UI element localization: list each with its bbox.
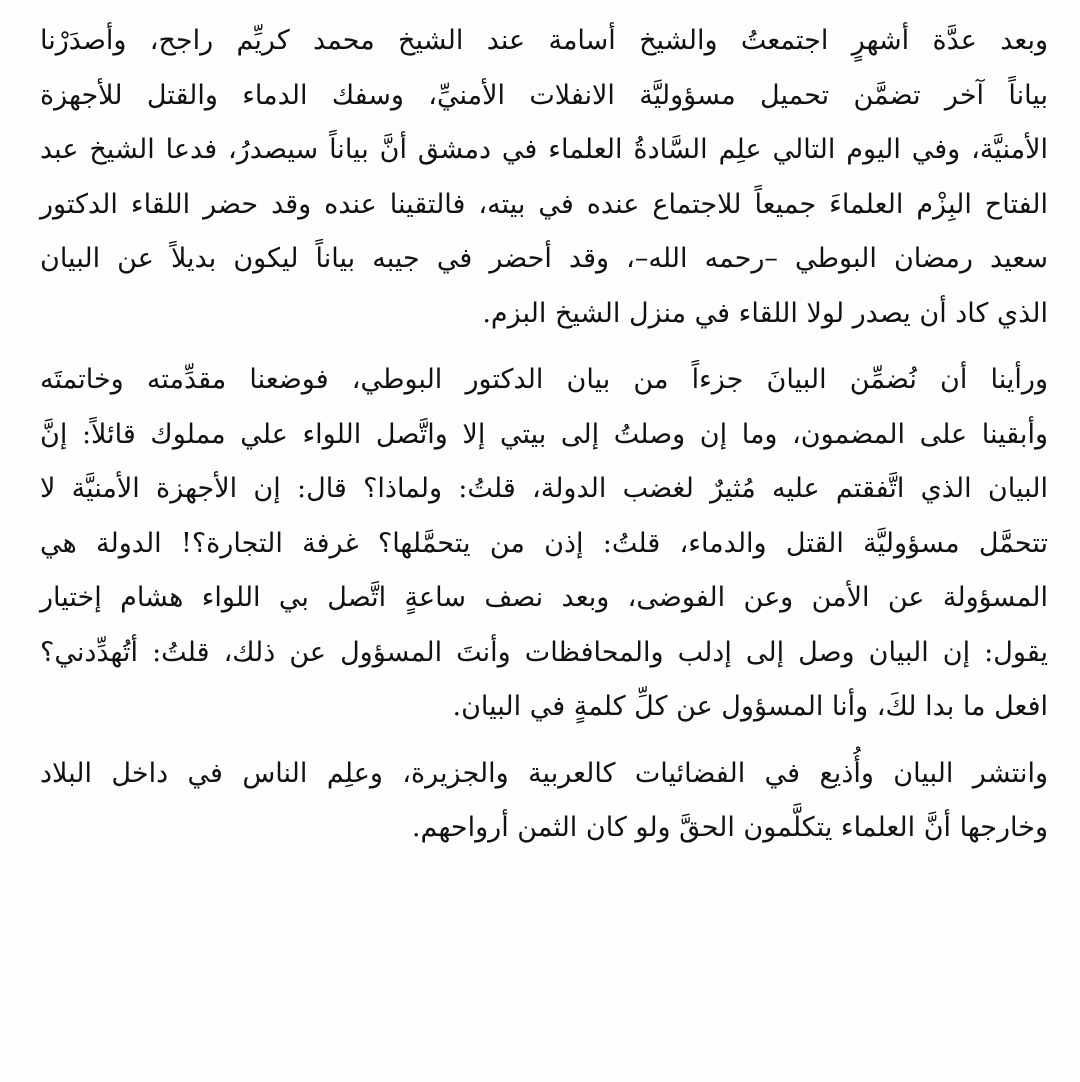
paragraph-gap (40, 735, 1048, 747)
paragraph-2 (40, 353, 1048, 735)
text-line: وأبقينا على المضمون، وما إن وصلتُ إلى بيتي إلا واتَّصل اللواء علي مملوك قائلاً: إنَّ (40, 418, 1048, 450)
text-line: الأمنيَّة، وفي اليوم التالي علِم السَّادةُ العلماء في دمشق أنَّ بياناً سيصدرُ، فدعا الشيخ عبد (40, 134, 1048, 165)
text-line: وانتشر البيان وأُذيع في الفضائيات كالعربية والجزيرة، وعلِم الناس في داخل البلاد (40, 757, 1048, 789)
text-line: وبعد عدَّة أشهرٍ اجتمعتُ والشيخ أسامة عند الشيخ محمد كريِّم راجح، وأصدَرْنا (40, 25, 1048, 56)
text-line: يقول: إن البيان وصل إلى إدلب والمحافظات وأنتَ المسؤول عن ذلك، قلتُ: أتُهدِّدني؟ (40, 636, 1048, 668)
text-line: المسؤولة عن الأمن وعن الفوضى، وبعد نصف ساعةٍ اتَّصل بي اللواء هشام إختيار (40, 582, 1048, 613)
text-line: بياناً آخر تضمَّن تحميل مسؤوليَّة الانفلات الأمنيِّ، وسفك الدماء والقتل للأجهزة (40, 79, 1048, 111)
paragraph-3 (40, 747, 1048, 856)
text-line: سعيد رمضان البوطي –رحمه الله–، وقد أحضر في جيبه بياناً ليكون بديلاً عن البيان (40, 243, 1048, 274)
text-line: البيان الذي اتَّفقتم عليه مُثيرٌ لغضب الدولة، قلتُ: ولماذا؟ قال: إن الأجهزة الأمنيَّة لا (40, 473, 1048, 504)
paragraph-1 (40, 14, 1048, 341)
text-line: ورأينا أن نُضمِّن البيانَ جزءاً من بيان الدكتور البوطي، فوضعنا مقدِّمته وخاتمتَه (40, 364, 1048, 395)
text-line: الذي كاد أن يصدر لولا اللقاء في منزل الشيخ البزم. (482, 297, 1048, 329)
text-line: وخارجها أنَّ العلماء يتكلَّمون الحقَّ ولو كان الثمن أرواحهم. (411, 812, 1048, 843)
paragraph-gap (40, 341, 1048, 353)
text-line: افعل ما بدا لكَ، وأنا المسؤول عن كلِّ كلمةٍ في البيان. (452, 691, 1048, 722)
text-line: تتحمَّل مسؤوليَّة القتل والدماء، قلتُ: إذن من يتحمَّلها؟ غرفة التجارة؟! الدولة هي (40, 527, 1048, 559)
text-line: الفتاح البِزْم العلماءَ جميعاً للاجتماع عنده في بيته، فالتقينا عنده وقد حضر اللقاء الدكتور (40, 188, 1048, 220)
